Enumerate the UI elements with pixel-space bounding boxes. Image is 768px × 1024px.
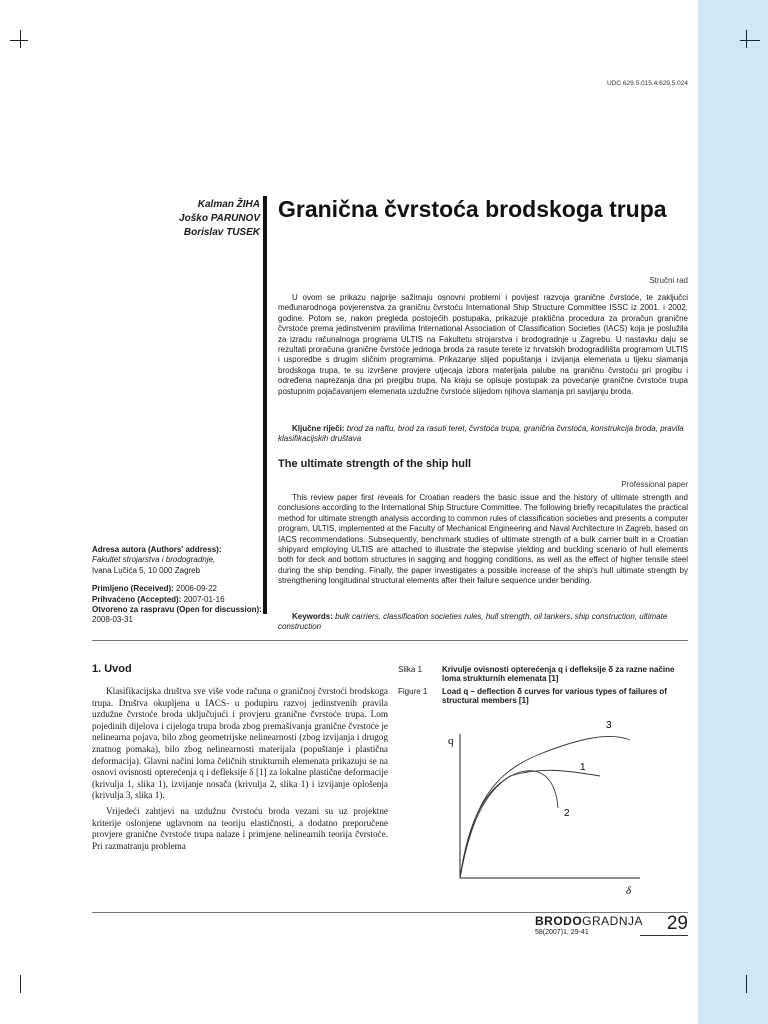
page-number: 29 [640, 913, 688, 936]
author-name: Kalman ŽIHA [197, 199, 260, 210]
paper-title: Granična čvrstoća brodskoga trupa [278, 196, 667, 222]
crop-mark [10, 40, 28, 41]
body-text [92, 686, 388, 856]
caption-text: Load q – deflection δ curves for various types of failures of structural members [1] [442, 686, 667, 706]
address-line: Fakultet strojarstva i brodogradnje, [92, 555, 216, 565]
address-line: Ivana Lučića 5, 10 000 Zagreb [92, 565, 201, 575]
english-title: The ultimate strength of the ship hull [278, 458, 472, 470]
crop-mark [20, 30, 21, 48]
title-rule [263, 196, 267, 614]
journal-name: BRODOGRADNJA [535, 914, 644, 928]
crop-mark [746, 30, 747, 48]
curve-label-2: 2 [564, 808, 570, 819]
date-discussion: Otvoreno za raspravu (Open for discussion): 2008-03-31 [92, 605, 262, 625]
body-paragraph: Vrijedeći zahtjevi na uzdužnu čvrstoću broda vezani su uz projektne kriterije oslonjene uglavnom na teoriju elastičnosti, a dodatno preporučene provjere granične čvrstoće trupa nalaze i primjene nelinearnih teorija čvrstoće. Pri razmatranju problema [92, 805, 388, 851]
x-axis-label: δ [626, 885, 632, 897]
keywords-label: Ključne riječi: [292, 424, 345, 433]
keywords-label: Keywords: [292, 612, 333, 621]
paper-kind-en: Professional paper [621, 480, 688, 489]
keywords-en [278, 612, 688, 633]
author-name: Joško PARUNOV [179, 213, 260, 224]
paper-kind-hr: Stručni rad [649, 276, 688, 285]
figure-caption [398, 665, 688, 706]
crop-mark [20, 975, 21, 993]
curve-3 [460, 736, 630, 878]
crop-mark [746, 975, 747, 993]
keywords-value: brod za naftu, brod za rasuti teret, čvrstoća trupa, granična čvrstoća, konstrukcija broda, pravila klasifikacijskih društava [278, 424, 684, 444]
section-heading: 1. Uvod [92, 663, 132, 675]
author-list [120, 198, 260, 240]
load-deflection-figure [440, 712, 660, 897]
caption-text: Krivulje ovisnosti opterećenja q i defleksije δ za razne načine loma strukturnih elemenata [1] [442, 665, 675, 684]
date-accepted: Prihvaćeno (Accepted): 2007-01-16 [92, 594, 225, 604]
author-name: Borislav TUSEK [183, 227, 260, 238]
curve-1 [460, 770, 600, 878]
issue-info: 58(2007)1, 29-41 [535, 929, 589, 936]
address-label: Adresa autora (Authors' address): [92, 545, 222, 554]
curve-label-3: 3 [606, 720, 612, 731]
body-paragraph: Klasifikacijska društva sve više vode računa o graničnoj čvrstoći brodskoga trupa. Društva okupljena u IACS- u podupiru razvoj jedinstvenih pravila uzdužne čvrstoće broda uključujući i provjeru granične čvrstoće trupa. Lom pojedinih dijelova i cijeloga trupa broda zbog premašivanja granične čvrstoće je nelinearna pojava, bilo zbog geometrijske nelinearnosti (zbog izvijanja i drugog znatnog pomaka), bilo zbog nelinearnosti materijala (popuštanje i plastična deformacija). Glavni načini loma čeličnih strukturnih elemenata prikazuju se na osnovi ovisnosti opterećenja q i defleksije δ [1] za lokalne plastične deformacije (krivulja 1, slika 1), izvijanje nosača (krivulja 2, slika 1) i izvijanje oplošenja (krivulja 3, slika 1). [92, 686, 388, 801]
caption-tag: Figure 1 [398, 686, 428, 696]
caption-tag: Slika 1 [398, 665, 423, 674]
side-color-band [698, 0, 768, 1024]
footer-divider [92, 912, 688, 913]
abstract-hr: U ovom se prikazu najprije sažimaju osnovni problemi i povijest razvoja granične čvrstoće, te zaključci međunarodnoga povjerenstva za graničnu čvrstoću International Ship Structure Committee ISSC iz 2001. i 2002. godine. Potom se, nakon pregleda postojećih postupaka, prikazuje praktična procedura za proračun granične čvrstoće prema jedinstvenim pravilima International Association of Classification Societies (IACS) koja je poslužila za izradu računalnoga programa ULTIS na Fakultetu strojarstva i brodogradnje u Zagrebu. U nastavku daju se rezultati proračuna granične čvrstoće jednoga broda za rasute terete iz hrvatskih brodogradilišta programom ULTIS i usporedbe s drugim sličnim programima. Prikazanje slijed popuštanja i izvijanja elemenata u tijeku slamanja brodskoga trupa, te su izvršene provjere utjecaja izbora materijala palube na graničnu čvrstoću pri progibu i određena naprezanja dna pri pregibu trupa. Na kraju se opisuje postupak za povećanje granične čvrstoće trupa postupnim pojačavanjem elemenata uzdužne čvrstoće slijedom njihova slamanja pri savijanju broda. [278, 293, 688, 396]
keywords-hr [278, 424, 688, 445]
divider [92, 640, 688, 641]
date-received: Primljeno (Received): 2006-09-22 [92, 584, 217, 594]
curve-label-1: 1 [580, 762, 586, 773]
abstract-en: This review paper first reveals for Croatian readers the basic issue and the history of ultimate strength and conclusions according to the International Ship Structure Committee. The following briefly recapitulates the practical method for ultimate strength analysis according to common rules of classification societies and presents a computer program, ULTIS, implemented at the Faculty of Mechanical Engineering and Naval Architecture in Zagreb, based on IACS recommendations. Subsequently, benchmark studies of ultimate strength of a bulk carrier built in a Croatian shipyard employing ULTIS are attached to illustrate the stepwise yielding and buckling scenario of hull elements both for deck and bottom structures in sagging and hogging conditions, as well as the effect of higher tensile steel during the ship bending. Finally, the paper investigates a possible increase of the ship's hull ultimate strength by strengthening longitudinal structural elements after their failure sequence under bending. [278, 493, 688, 586]
keywords-value: bulk carriers, classification societies rules, hull strength, oil tankers, ship construction, ultimate construction [278, 612, 668, 632]
udc-code: UDC 629.5.015.4:629.5.024 [607, 80, 688, 87]
curve-2 [460, 771, 558, 878]
y-axis-label: q [448, 735, 454, 747]
crop-mark [740, 40, 760, 41]
author-address-block [92, 545, 262, 626]
